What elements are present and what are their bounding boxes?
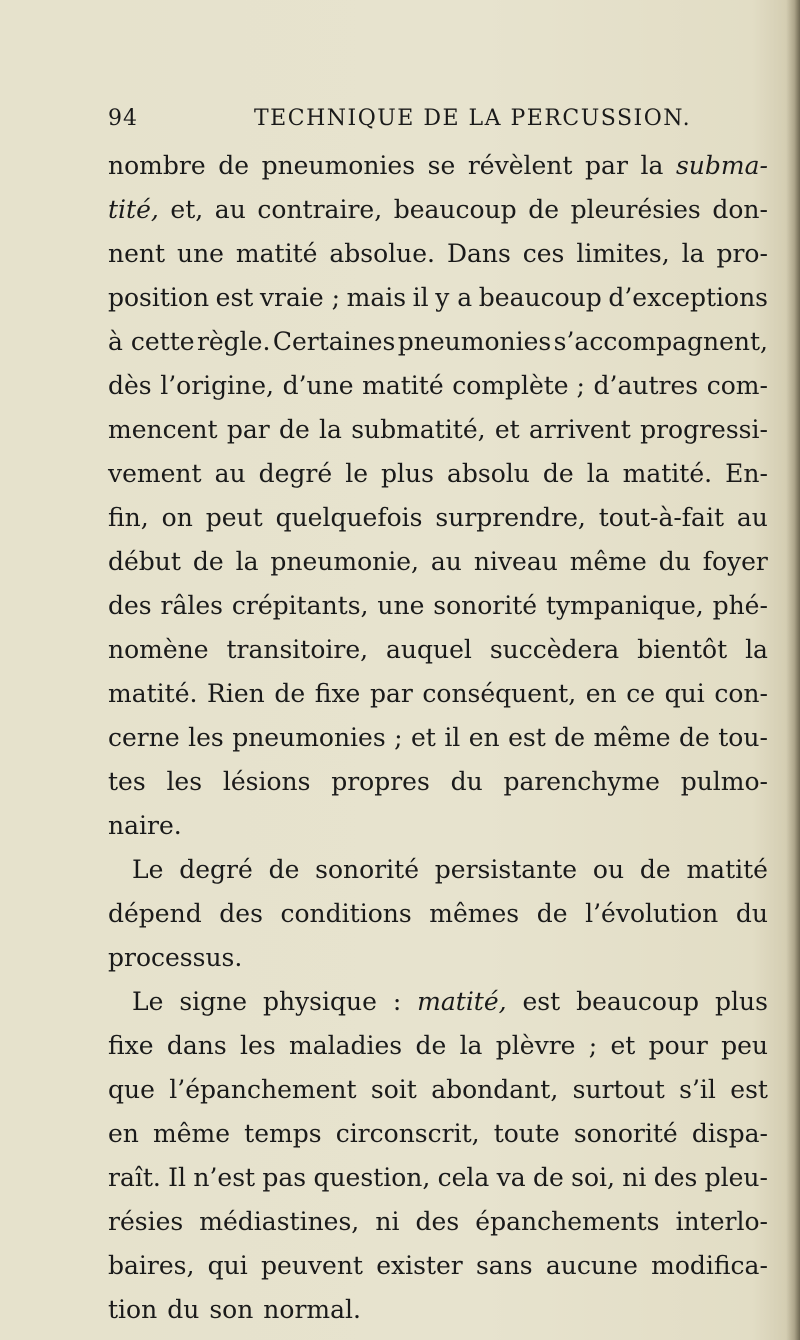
word: de (554, 723, 586, 752)
word: matité (686, 855, 768, 884)
word: s’il (679, 1075, 716, 1104)
word: du (167, 1295, 200, 1324)
word: conséquent, (422, 679, 577, 708)
word: même (153, 1119, 231, 1148)
word: d’exceptions (608, 283, 768, 312)
word: sonorité (433, 591, 538, 620)
word: beaucoup (478, 283, 602, 312)
text-line (108, 980, 768, 1024)
word: n’est (193, 1163, 256, 1192)
word: soi, (571, 1163, 615, 1192)
word: par (585, 151, 628, 180)
word: est (522, 987, 561, 1016)
text-line (108, 320, 768, 364)
word: circonscrit, (335, 1119, 480, 1148)
page-header (108, 106, 768, 136)
word: épanchements (475, 1207, 660, 1236)
word: com- (706, 371, 768, 400)
word: le (345, 459, 368, 488)
word: matité. (108, 679, 198, 708)
word: cela (437, 1163, 490, 1192)
word: de (415, 1031, 447, 1060)
word: matité (362, 371, 444, 400)
word: et (610, 1031, 636, 1060)
word: tout-à-fait (598, 503, 724, 532)
word: et (411, 723, 436, 752)
word: ; (588, 1031, 598, 1060)
word: plèvre (495, 1031, 576, 1060)
word: absolu (446, 459, 530, 488)
word: de (218, 151, 249, 180)
word: révèlent (467, 151, 573, 180)
word: mêmes (429, 899, 520, 928)
word: pneumonies (397, 327, 552, 356)
text-line (108, 276, 768, 320)
word: de (639, 855, 671, 884)
word: est (730, 1075, 768, 1104)
word: la (681, 239, 705, 268)
word: ni (622, 1163, 647, 1192)
word: processus. (108, 943, 243, 972)
word: persistante (434, 855, 578, 884)
word: baires, (108, 1251, 195, 1280)
word: au (430, 547, 462, 576)
text-line (108, 760, 768, 804)
word: du (450, 767, 483, 796)
word: nent (108, 239, 166, 268)
word: surtout (572, 1075, 665, 1104)
word: matité (235, 239, 318, 268)
word: que (108, 1075, 155, 1104)
text-line (108, 364, 768, 408)
word: résies (108, 1207, 184, 1236)
word: sans (475, 1251, 533, 1280)
word: subma- (675, 151, 768, 180)
word: sonorité (573, 1119, 678, 1148)
word: la (459, 1031, 483, 1060)
word: y a (435, 283, 473, 312)
text-line (108, 628, 768, 672)
word: Le (132, 855, 164, 884)
word: de (533, 1163, 564, 1192)
word: ; (394, 723, 403, 752)
text-line (108, 848, 768, 892)
word: la (745, 635, 768, 664)
word: de (192, 547, 224, 576)
text-line (108, 408, 768, 452)
word: en (468, 723, 500, 752)
word: s’accompagnent, (553, 327, 768, 356)
word: même (569, 547, 647, 576)
word: nombre (108, 151, 206, 180)
word: au (214, 459, 246, 488)
word: est (215, 283, 254, 312)
word: normal. (263, 1295, 361, 1324)
word: arrivent (528, 415, 631, 444)
word: fixe (314, 679, 361, 708)
word: une (377, 591, 425, 620)
text-line (108, 144, 768, 188)
word: progressi- (640, 415, 768, 444)
word: dépend (108, 899, 202, 928)
word: de (278, 415, 310, 444)
word: cerne (108, 723, 180, 752)
text-line (108, 188, 768, 232)
word: position (108, 283, 210, 312)
text-line (108, 540, 768, 584)
word: la (640, 151, 664, 180)
word: de (536, 899, 568, 928)
running-head: TECHNIQUE DE LA PERCUSSION. (254, 106, 692, 131)
word: tion (108, 1295, 158, 1324)
word: raît. (108, 1163, 161, 1192)
text-line (108, 452, 768, 496)
word: au (214, 195, 246, 224)
body-text (108, 144, 768, 1332)
word: parenchyme (503, 767, 660, 796)
word: pneumonies (261, 151, 416, 180)
text-line (108, 1288, 768, 1332)
word: est (508, 723, 546, 752)
text-line (108, 584, 768, 628)
word: de (274, 679, 306, 708)
word: l’évolution (585, 899, 719, 928)
word: lésions (222, 767, 311, 796)
word: Le (132, 987, 164, 1016)
word: pleurésies (570, 195, 701, 224)
word: peuvent (261, 1251, 363, 1280)
word: conditions (280, 899, 412, 928)
word: degré (258, 459, 333, 488)
word: tou- (718, 723, 768, 752)
word: Rien (207, 679, 265, 708)
word: maladies (288, 1031, 403, 1060)
word: foyer (702, 547, 768, 576)
word: tes (108, 767, 146, 796)
word: peu (721, 1031, 768, 1060)
word: ou (592, 855, 625, 884)
word: en (585, 679, 617, 708)
word: limites, (576, 239, 670, 268)
word: se (427, 151, 456, 180)
word: l’épanchement (169, 1075, 357, 1104)
word: plus (714, 987, 768, 1016)
word: des (415, 1207, 460, 1236)
word: abondant, (431, 1075, 559, 1104)
word: tité, (108, 195, 159, 224)
word: modifica- (651, 1251, 768, 1280)
word: dès (108, 371, 152, 400)
word: niveau (473, 547, 558, 576)
word: toute (493, 1119, 560, 1148)
word: au (736, 503, 768, 532)
word: ni (375, 1207, 400, 1236)
word: auquel (386, 635, 472, 664)
word: des (219, 899, 263, 928)
word: don- (712, 195, 768, 224)
word: les (240, 1031, 276, 1060)
word: pulmo- (680, 767, 768, 796)
word: et (494, 415, 520, 444)
word: plus (381, 459, 434, 488)
word: va (496, 1163, 526, 1192)
word: temps (244, 1119, 322, 1148)
word: complète ; (452, 371, 585, 400)
word: dispa- (691, 1119, 768, 1148)
text-line (108, 1068, 768, 1112)
word: vement (108, 459, 202, 488)
text-line (108, 496, 768, 540)
word: quelquefois (275, 503, 423, 532)
word: aucune (545, 1251, 638, 1280)
text-line (108, 1112, 768, 1156)
word: la (235, 547, 259, 576)
word: exister (376, 1251, 463, 1280)
word: l’origine, (160, 371, 275, 400)
text-line (108, 716, 768, 760)
word: ce (626, 679, 656, 708)
word: fin, (108, 503, 149, 532)
word: les (188, 723, 224, 752)
word: surprendre, (435, 503, 586, 532)
word: Il (168, 1163, 187, 1192)
word: sonorité (315, 855, 419, 884)
word: on (161, 503, 193, 532)
word: beaucoup (393, 195, 517, 224)
word: même (593, 723, 671, 752)
word: pleu- (704, 1163, 768, 1192)
word: degré (179, 855, 253, 884)
word: dans (166, 1031, 227, 1060)
word: en (108, 1119, 139, 1148)
word: beaucoup (576, 987, 700, 1016)
word: matité. (622, 459, 713, 488)
word: règle. (196, 327, 271, 356)
word: des (108, 591, 152, 620)
word: d’une (282, 371, 354, 400)
word: râles (160, 591, 223, 620)
page-number: 94 (108, 106, 138, 131)
word: et, (170, 195, 204, 224)
word: tympanique, (545, 591, 704, 620)
word: succèdera (489, 635, 620, 664)
word: con- (714, 679, 768, 708)
word: par (369, 679, 413, 708)
word: propres (331, 767, 430, 796)
word: peut (205, 503, 263, 532)
word: vraie ; (259, 283, 341, 312)
word: bientôt (637, 635, 728, 664)
word: fixe (108, 1031, 154, 1060)
text-line (108, 1024, 768, 1068)
word: une (176, 239, 224, 268)
word: à cette (108, 327, 195, 356)
word: physique (262, 987, 377, 1016)
text-line (108, 804, 768, 848)
word: pour (648, 1031, 708, 1060)
word: interlo- (675, 1207, 768, 1236)
word: de (678, 723, 710, 752)
word: crépitants, (231, 591, 369, 620)
text-line (108, 1200, 768, 1244)
word: les (166, 767, 203, 796)
text-line (108, 672, 768, 716)
word: pneumonie, (270, 547, 419, 576)
word: des (653, 1163, 698, 1192)
word: début (108, 547, 181, 576)
word: par (226, 415, 270, 444)
text-line (108, 892, 768, 936)
word: submatité, (351, 415, 486, 444)
word: qui (664, 679, 705, 708)
word: matité, (417, 987, 507, 1016)
word: pro- (716, 239, 768, 268)
word: En- (725, 459, 768, 488)
word: nomène (108, 635, 209, 664)
word: qui (207, 1251, 248, 1280)
word: de (268, 855, 300, 884)
word: de (528, 195, 560, 224)
word: son (209, 1295, 254, 1324)
text-line (108, 1244, 768, 1288)
word: absolue. (329, 239, 435, 268)
word: de (542, 459, 574, 488)
word: signe (179, 987, 248, 1016)
word: contraire, (257, 195, 383, 224)
text-line (108, 936, 768, 980)
text-line (108, 232, 768, 276)
word: transitoire, (226, 635, 369, 664)
word: Dans (446, 239, 511, 268)
word: la (319, 415, 342, 444)
word: d’autres (593, 371, 699, 400)
page-edge-shadow (786, 0, 800, 1340)
word: il (444, 723, 461, 752)
word: soit (370, 1075, 417, 1104)
word: mencent (108, 415, 218, 444)
word: il (412, 283, 429, 312)
word: question, (313, 1163, 431, 1192)
word: la (586, 459, 610, 488)
word: pas (262, 1163, 307, 1192)
text-line (108, 1156, 768, 1200)
word: pneumonies (232, 723, 386, 752)
word: : (392, 987, 402, 1016)
word: du (735, 899, 768, 928)
word: mais (346, 283, 407, 312)
word: naire. (108, 811, 182, 840)
word: ces (522, 239, 565, 268)
word: du (658, 547, 691, 576)
word: Certaines (272, 327, 396, 356)
word: médiastines, (199, 1207, 360, 1236)
word: phé- (712, 591, 768, 620)
